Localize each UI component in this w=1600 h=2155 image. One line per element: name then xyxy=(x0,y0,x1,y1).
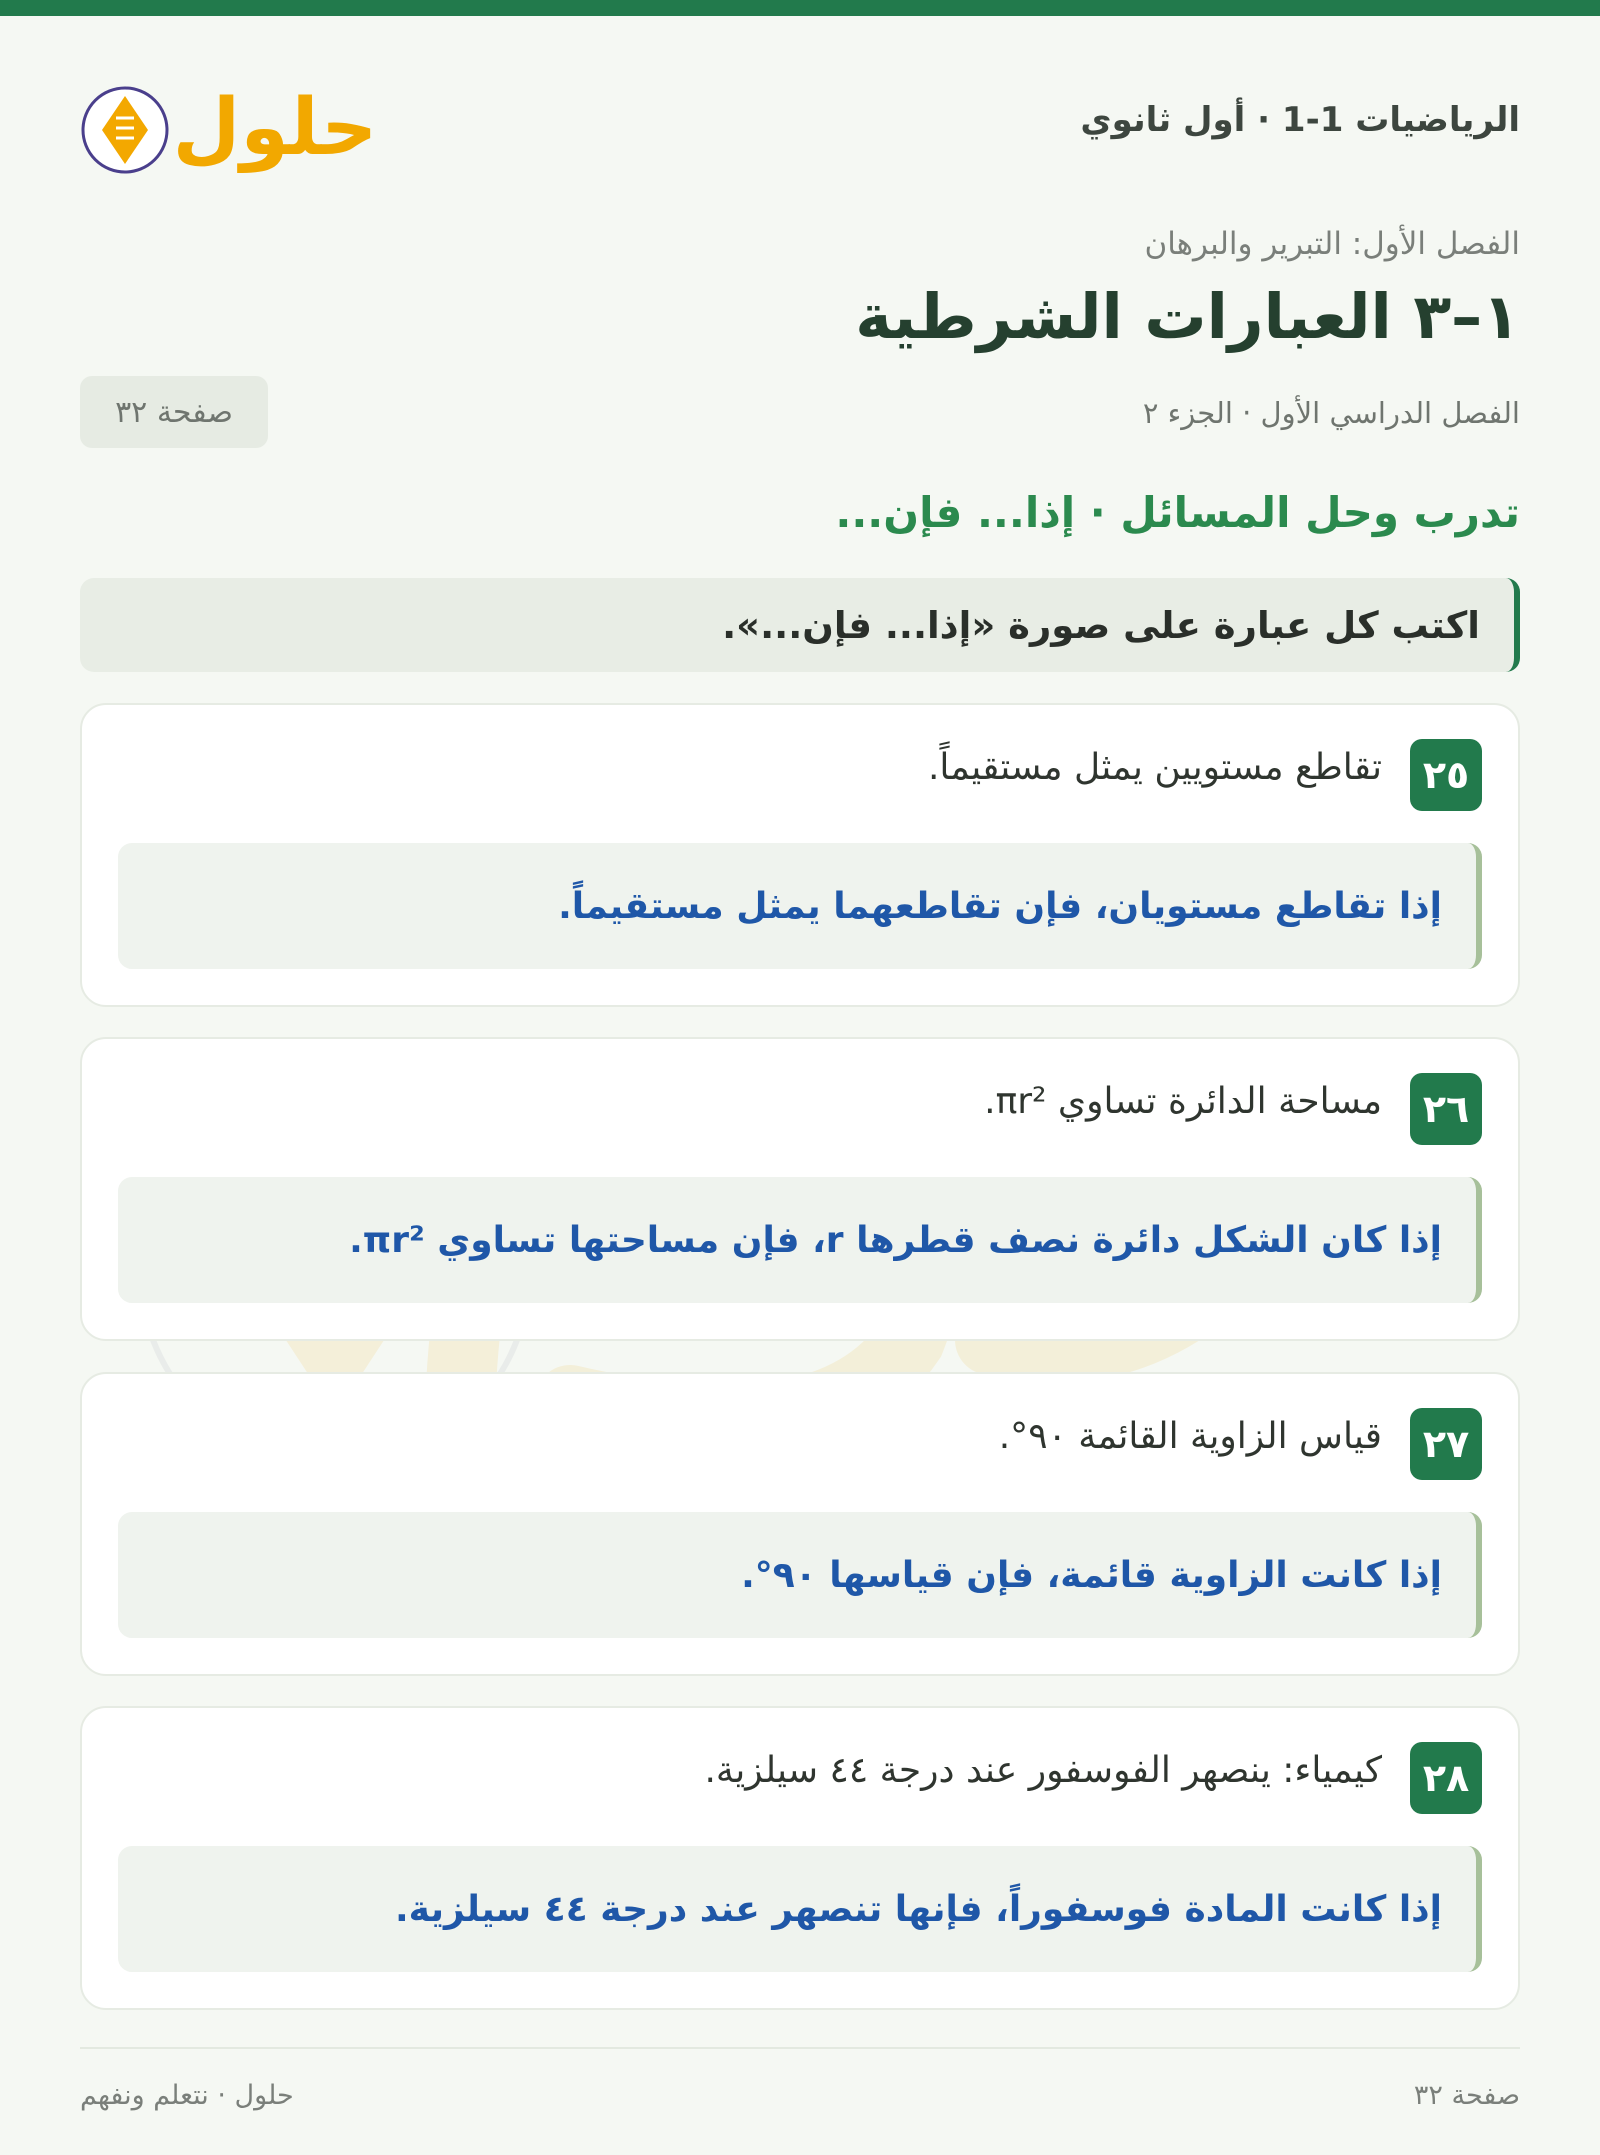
question-text: مساحة الدائرة تساوي πr². xyxy=(984,1081,1382,1122)
logo-text: حلول xyxy=(172,83,378,173)
question-card xyxy=(80,703,1520,1007)
page-badge: صفحة ٣٢ xyxy=(80,376,268,448)
answer-text: إذا كانت الزاوية قائمة، فإن قياسها ٩٠°. xyxy=(741,1554,1442,1596)
footer-divider xyxy=(80,2047,1520,2049)
footer-page-number: صفحة ٣٢ xyxy=(1413,2080,1520,2111)
question-card xyxy=(80,1037,1520,1341)
footer-brand: حلول · نتعلم ونفهم xyxy=(80,2080,294,2111)
question-text: تقاطع مستويين يمثل مستقيماً. xyxy=(927,747,1382,788)
lesson-title: ١–٣ العبارات الشرطية xyxy=(855,280,1520,353)
semester-label: الفصل الدراسي الأول · الجزء ٢ xyxy=(1142,396,1520,430)
question-text: قياس الزاوية القائمة ٩٠°. xyxy=(998,1416,1382,1457)
answer-box xyxy=(118,843,1482,969)
subject-title: الرياضيات 1-1 · أول ثانوي xyxy=(1080,100,1520,140)
answer-text: إذا تقاطع مستويان، فإن تقاطعهما يمثل مستقيماً. xyxy=(558,885,1442,927)
instruction-box xyxy=(80,578,1520,672)
answer-box xyxy=(118,1512,1482,1638)
question-card xyxy=(80,1706,1520,2010)
question-number: ٢٧ xyxy=(1410,1408,1482,1480)
question-number: ٢٥ xyxy=(1410,739,1482,811)
answer-text: إذا كان الشكل دائرة نصف قطرها r، فإن مساحتها تساوي πr². xyxy=(349,1219,1442,1261)
question-number: ٢٦ xyxy=(1410,1073,1482,1145)
hulul-logo[interactable] xyxy=(80,62,380,182)
instruction-text: اكتب كل عبارة على صورة «إذا... فإن...». xyxy=(722,603,1480,647)
chapter-title: الفصل الأول: التبرير والبرهان xyxy=(1144,226,1520,262)
answer-text: إذا كانت المادة فوسفوراً، فإنها تنصهر عند درجة ٤٤ سيلزية. xyxy=(395,1888,1442,1930)
question-card xyxy=(80,1372,1520,1676)
answer-box xyxy=(118,1846,1482,1972)
question-number: ٢٨ xyxy=(1410,1742,1482,1814)
answer-box xyxy=(118,1177,1482,1303)
section-title: تدرب وحل المسائل · إذا... فإن... xyxy=(835,488,1520,537)
top-accent-bar xyxy=(0,0,1600,16)
page-header xyxy=(80,62,1520,182)
question-text: كيمياء: ينصهر الفوسفور عند درجة ٤٤ سيلزية. xyxy=(704,1750,1382,1791)
